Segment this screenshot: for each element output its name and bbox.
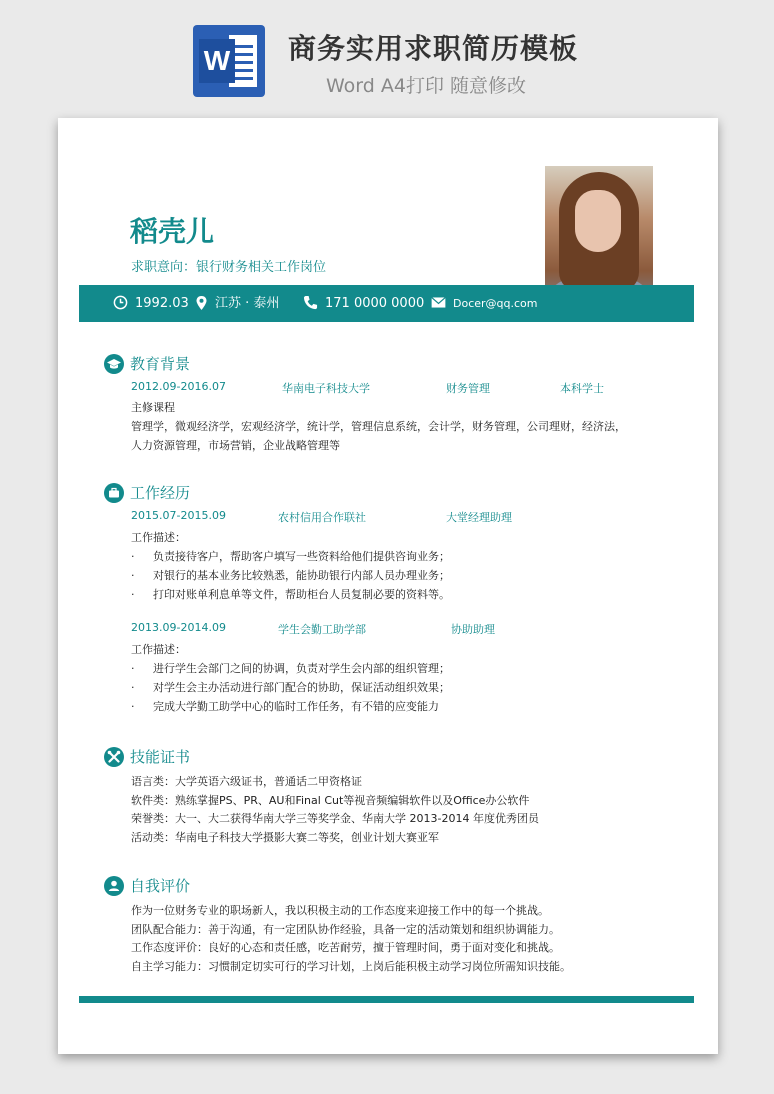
edu-courses-label: 主修课程 — [131, 401, 175, 414]
tools-icon — [104, 747, 124, 767]
self-line: 团队配合能力：善于沟通，有一定团队协作经验，具备一定的活动策划和组织协调能力。 — [131, 923, 560, 936]
skill-line: 语言类：大学英语六级证书，普通话二甲资格证 — [131, 775, 362, 788]
job-desc-label: 工作描述： — [131, 643, 186, 656]
word-logo-letter: W — [199, 39, 235, 83]
skill-line: 软件类：熟练掌握PS、PR、AU和Final Cut等视音频编辑软件以及Office办公软件 — [131, 794, 530, 807]
job-bullet: · 完成大学勤工助学中心的临时工作任务，有不错的应变能力 — [131, 700, 439, 713]
phone-icon — [303, 295, 318, 310]
contact-phone — [303, 285, 424, 322]
job-org: 学生会勤工助学部 — [278, 623, 366, 636]
edu-school: 华南电子科技大学 — [282, 382, 370, 395]
clock-icon — [113, 295, 128, 310]
edu-major: 财务管理 — [446, 382, 490, 395]
edu-courses-line: 人力资源管理，市场营销，企业战略管理等 — [131, 439, 340, 452]
self-line: 自主学习能力：习惯制定切实可行的学习计划，上岗后能积极主动学习岗位所需知识技能。 — [131, 960, 571, 973]
job-role: 协助助理 — [451, 623, 495, 636]
job-desc-label: 工作描述： — [131, 531, 186, 544]
section-work-header — [104, 482, 190, 503]
banner-title: 商务实用求职简历模板 — [288, 32, 579, 65]
job-bullet: · 负责接待客户，帮助客户填写一些资料给他们提供咨询业务； — [131, 550, 450, 563]
contact-location — [195, 285, 279, 322]
job-bullet: · 对学生会主办活动进行部门配合的协助，保证活动组织效果； — [131, 681, 450, 694]
self-line: 工作态度评价：良好的心态和责任感，吃苦耐劳，擅于管理时间，勇于面对变化和挑战。 — [131, 941, 560, 954]
person-icon — [104, 876, 124, 896]
location-pin-icon — [195, 295, 208, 311]
location-text: 江苏 · 泰州 — [215, 296, 280, 311]
edu-period: 2012.09-2016.07 — [131, 380, 226, 393]
contact-birth — [113, 285, 189, 322]
edu-courses-line: 管理学，微观经济学，宏观经济学，统计学，管理信息系统，会计学，财务管理，公司理财，经济法， — [131, 420, 626, 433]
section-title: 工作经历 — [130, 484, 191, 502]
section-self-header — [104, 875, 190, 896]
email-text: Docer@qq.com — [453, 297, 538, 310]
edu-degree: 本科学士 — [560, 382, 604, 395]
job-bullet: · 进行学生会部门之间的协调，负责对学生会内部的组织管理； — [131, 662, 450, 675]
briefcase-icon — [104, 483, 124, 503]
envelope-icon — [431, 297, 446, 308]
section-education-header — [104, 353, 190, 374]
job-period: 2013.09-2014.09 — [131, 621, 226, 634]
job-role: 大堂经理助理 — [446, 511, 512, 524]
template-banner — [0, 0, 774, 110]
graduation-cap-icon — [104, 354, 124, 374]
job-bullet: · 对银行的基本业务比较熟悉，能协助银行内部人员办理业务； — [131, 569, 450, 582]
bottom-divider — [79, 996, 694, 1003]
self-line: 作为一位财务专业的职场新人，我以积极主动的工作态度来迎接工作中的每一个挑战。 — [131, 904, 549, 917]
job-org: 农村信用合作联社 — [278, 511, 366, 524]
banner-subtitle: Word A4打印 随意修改 — [326, 75, 527, 97]
phone-text: 171 0000 0000 — [325, 296, 425, 311]
job-intent: 求职意向：银行财务相关工作岗位 — [131, 260, 327, 275]
resume-page — [58, 118, 718, 1054]
skill-line: 活动类：华南电子科技大学摄影大赛二等奖，创业计划大赛亚军 — [131, 831, 439, 844]
word-logo-icon — [193, 25, 265, 97]
section-title: 自我评价 — [130, 877, 191, 895]
section-title: 技能证书 — [130, 748, 191, 766]
skill-line: 荣誉类：大一、大二获得华南大学三等奖学金、华南大学 2013-2014 年度优秀团员 — [131, 812, 539, 825]
section-title: 教育背景 — [130, 355, 191, 373]
contact-bar — [79, 285, 694, 322]
job-period: 2015.07-2015.09 — [131, 509, 226, 522]
birth-text: 1992.03 — [135, 296, 189, 311]
contact-email — [431, 285, 538, 322]
job-bullet: · 打印对账单利息单等文件，帮助柜台人员复制必要的资料等。 — [131, 588, 450, 601]
candidate-name: 稻壳儿 — [130, 215, 215, 248]
section-skills-header — [104, 746, 190, 767]
